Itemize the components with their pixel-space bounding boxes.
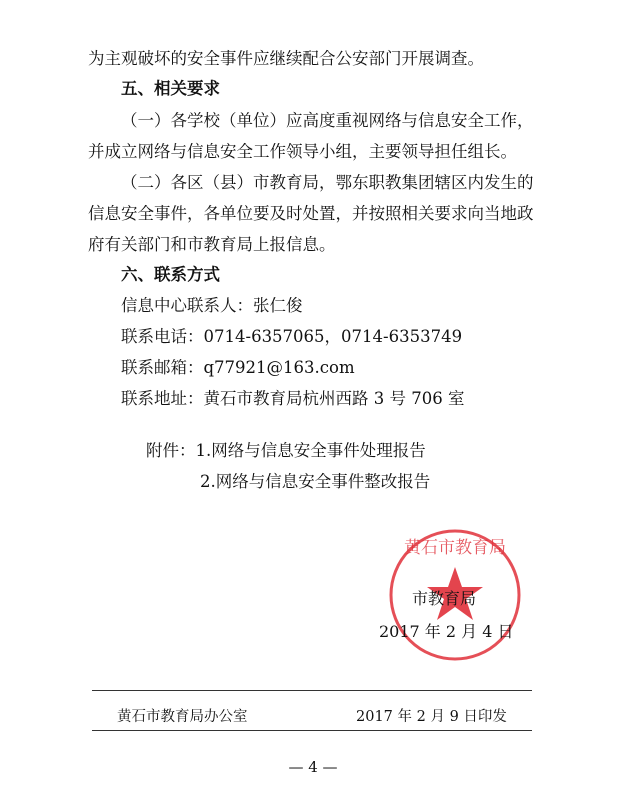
footer-issuer: 黄石市教育局办公室 — [117, 709, 248, 725]
requirement-2-line-2: 信息安全事件，各单位要及时处置，并按照相关要求向当地政 — [88, 204, 534, 223]
body-line: 为主观破坏的安全事件应继续配合公安部门开展调查。 — [88, 49, 484, 68]
page-number: — 4 — — [288, 758, 338, 776]
signature-org: 市教育局 — [412, 589, 477, 608]
signature-date: 2017 年 2 月 4 日 — [379, 622, 514, 641]
contact-person: 信息中心联系人：张仁俊 — [121, 296, 303, 315]
requirement-2-line-3: 府有关部门和市教育局上报信息。 — [88, 235, 336, 254]
requirement-1-line-2: 并成立网络与信息安全工作领导小组，主要领导担任组长。 — [88, 142, 517, 161]
contact-phone: 联系电话：0714-6357065，0714-6353749 — [121, 327, 463, 346]
section-6-title: 六、联系方式 — [121, 265, 220, 284]
seal-text: 黄石市教育局 — [404, 538, 506, 558]
footer-top-rule — [92, 690, 532, 691]
attachment-2: 2.网络与信息安全事件整改报告 — [200, 472, 431, 491]
section-5-title: 五、相关要求 — [121, 79, 220, 98]
contact-email: 联系邮箱：q77921@163.com — [121, 358, 355, 377]
footer-print-date: 2017 年 2 月 9 日印发 — [356, 709, 507, 725]
attachment-1: 附件：1.网络与信息安全事件处理报告 — [146, 441, 426, 460]
requirement-1-line-1: （一）各学校（单位）应高度重视网络与信息安全工作， — [121, 111, 534, 130]
requirement-2-line-1: （二）各区（县）市教育局，鄂东职教集团辖区内发生的 — [121, 173, 534, 192]
contact-address: 联系地址：黄石市教育局杭州西路 3 号 706 室 — [121, 389, 465, 408]
footer-bottom-rule — [92, 730, 532, 731]
